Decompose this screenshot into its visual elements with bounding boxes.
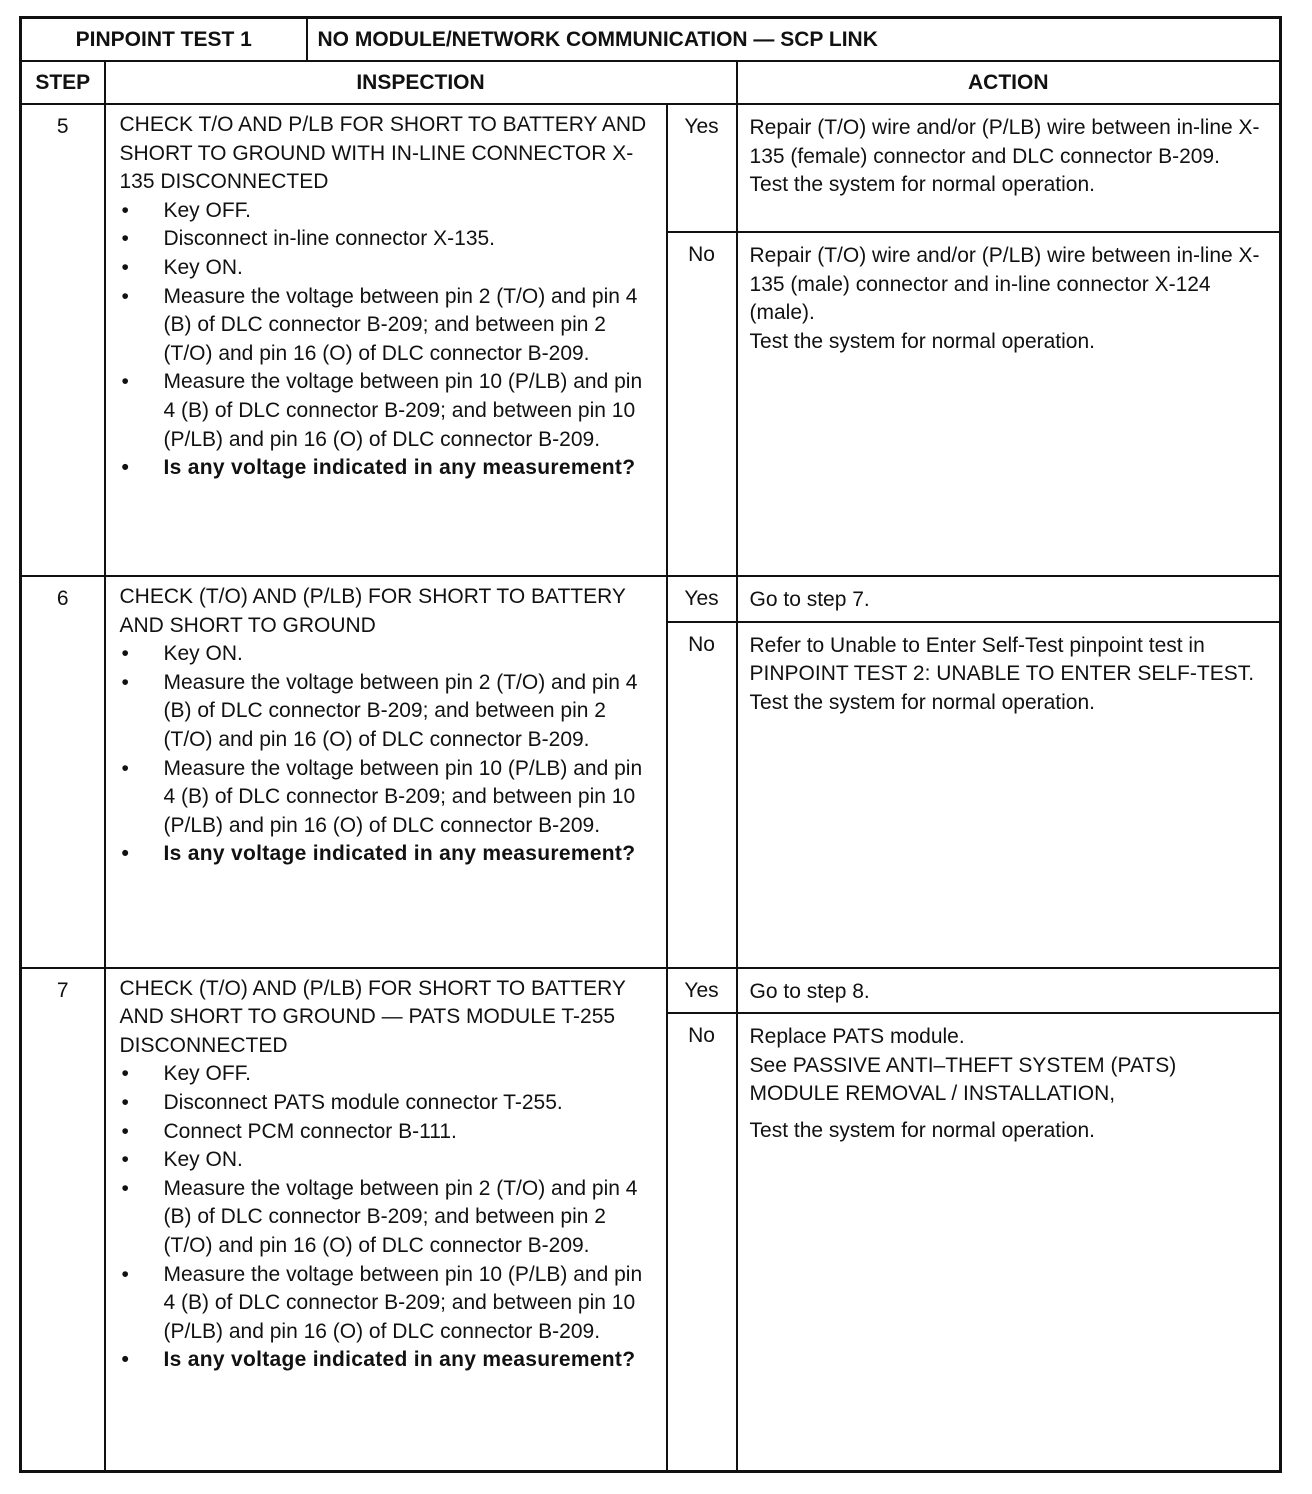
- no-answer-label: No: [667, 232, 737, 576]
- inspection-column-header: INSPECTION: [105, 61, 737, 104]
- step-question: • Is any voltage indicated in any measurement?: [120, 840, 658, 869]
- no-action: [737, 1013, 1281, 1471]
- action-column-header: ACTION: [737, 61, 1281, 104]
- test-title: NO MODULE/NETWORK COMMUNICATION — SCP LINK: [307, 18, 1281, 62]
- pinpoint-test-table: [19, 16, 1282, 1473]
- action-line: Test the system for normal operation.: [749, 173, 1096, 197]
- action-line: Repair (T/O) wire and/or (P/LB) wire between in-line X-135 (female) connector and DLC connector B-209.: [749, 116, 1260, 168]
- step-bullet: • Key OFF.: [120, 1060, 658, 1089]
- no-answer-label: No: [667, 1013, 737, 1471]
- step-bullet: • Key OFF.: [120, 197, 658, 226]
- column-header-row: [21, 61, 1281, 104]
- step-bullet: • Key ON.: [120, 1146, 658, 1175]
- yes-answer-label: Yes: [667, 104, 737, 232]
- action-line: Test the system for normal operation.: [749, 329, 1096, 353]
- step-heading: CHECK (T/O) AND (P/LB) FOR SHORT TO BATTERY AND SHORT TO GROUND: [119, 585, 626, 637]
- test-id: PINPOINT TEST 1: [21, 18, 307, 62]
- step-number: 7: [21, 968, 105, 1472]
- step-row-yes: [21, 968, 1281, 1014]
- step-number: 5: [21, 104, 105, 576]
- action-line: Go to step 8.: [749, 979, 870, 1003]
- step-bullet: • Key ON.: [120, 254, 658, 283]
- action-line: See PASSIVE ANTI–THEFT SYSTEM (PATS) MODULE REMOVAL / INSTALLATION,: [749, 1053, 1177, 1106]
- action-line: Test the system for normal operation.: [749, 1118, 1096, 1142]
- step-heading: CHECK T/O AND P/LB FOR SHORT TO BATTERY AND SHORT TO GROUND WITH IN-LINE CONNECTOR X-135 DISCONNECTED: [119, 113, 647, 194]
- step-bullet: • Connect PCM connector B-111.: [120, 1118, 658, 1147]
- step-bullet-list: [120, 640, 658, 869]
- step-inspection: [105, 968, 667, 1472]
- action-line: Refer to Unable to Enter Self-Test pinpoint test in PINPOINT TEST 2: UNABLE TO ENTER SELF-TEST.: [749, 633, 1255, 686]
- step-bullet: • Disconnect PATS module connector T-255.: [120, 1089, 658, 1118]
- yes-action: [737, 576, 1281, 622]
- step-bullet: • Key ON.: [120, 640, 658, 669]
- step-question: • Is any voltage indicated in any measurement?: [120, 1346, 658, 1375]
- no-action: [737, 622, 1281, 968]
- yes-action: [737, 968, 1281, 1014]
- test-header-row: [21, 18, 1281, 62]
- step-bullet-list: [120, 1060, 658, 1375]
- action-line: Go to step 7.: [749, 588, 870, 611]
- step-bullet: • Measure the voltage between pin 10 (P/LB) and pin 4 (B) of DLC connector B-209; and between pin 10 (P/LB) and pin 16 (O) of DLC connector B-209.: [120, 1261, 658, 1347]
- step-question: • Is any voltage indicated in any measurement?: [120, 454, 658, 483]
- step-bullet: • Disconnect in-line connector X-135.: [120, 225, 658, 254]
- step-inspection: [105, 576, 667, 968]
- yes-answer-label: Yes: [667, 968, 737, 1014]
- step-bullet: • Measure the voltage between pin 10 (P/LB) and pin 4 (B) of DLC connector B-209; and between pin 10 (P/LB) and pin 16 (O) of DLC connector B-209.: [120, 368, 658, 454]
- pinpoint-test-sheet: [19, 16, 1279, 1473]
- action-line: Test the system for normal operation.: [749, 690, 1096, 714]
- yes-answer-label: Yes: [667, 576, 737, 622]
- step-bullet: • Measure the voltage between pin 2 (T/O) and pin 4 (B) of DLC connector B-209; and between pin 2 (T/O) and pin 16 (O) of DLC connector B-209.: [120, 1175, 658, 1261]
- step-number: 6: [21, 576, 105, 968]
- no-answer-label: No: [667, 622, 737, 968]
- action-line: Repair (T/O) wire and/or (P/LB) wire between in-line X-135 (male) connector and in-line connector X-124 (male).: [749, 244, 1260, 325]
- action-line: Replace PATS module.: [749, 1025, 965, 1049]
- step-column-header: STEP: [21, 61, 105, 104]
- step-row-yes: [21, 104, 1281, 232]
- step-heading: CHECK (T/O) AND (P/LB) FOR SHORT TO BATTERY AND SHORT TO GROUND — PATS MODULE T-255 DISCONNECTED: [119, 976, 626, 1057]
- step-bullet: • Measure the voltage between pin 2 (T/O) and pin 4 (B) of DLC connector B-209; and between pin 2 (T/O) and pin 16 (O) of DLC connector B-209.: [120, 283, 658, 369]
- no-action: [737, 232, 1281, 576]
- step-row-yes: [21, 576, 1281, 622]
- step-bullet: • Measure the voltage between pin 2 (T/O) and pin 4 (B) of DLC connector B-209; and between pin 2 (T/O) and pin 16 (O) of DLC connector B-209.: [120, 669, 658, 755]
- yes-action: [737, 104, 1281, 232]
- step-bullet-list: [120, 197, 658, 483]
- step-bullet: • Measure the voltage between pin 10 (P/LB) and pin 4 (B) of DLC connector B-209; and between pin 10 (P/LB) and pin 16 (O) of DLC connector B-209.: [120, 755, 658, 841]
- step-inspection: [105, 104, 667, 576]
